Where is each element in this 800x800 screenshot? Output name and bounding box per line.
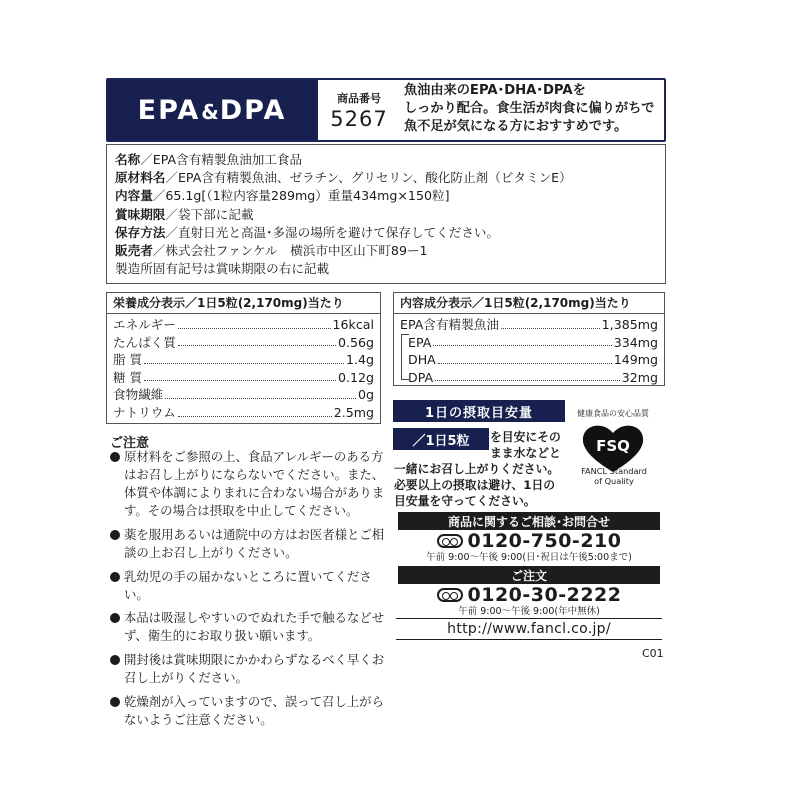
- contents-bracket: [401, 334, 409, 380]
- caution-item: 乾燥剤が入っていますので、誤って召し上がらないようご注意ください。: [110, 693, 386, 729]
- freedial-icon: [437, 588, 463, 602]
- product-tagline: [404, 82, 666, 136]
- info-line-storage: 保存方法／直射日光と高温･多湿の場所を避けて保存してください。: [115, 224, 500, 240]
- fsq-caption: 健康食品の安心品質: [577, 409, 649, 418]
- caution-list: [110, 448, 386, 734]
- contents-row: DPA 32mg: [408, 369, 658, 385]
- info-line-name: 名称／EPA含有精製魚油加工食品: [115, 152, 303, 167]
- contents-table: [393, 292, 665, 386]
- contents-row: DHA 149mg: [408, 352, 658, 368]
- brand-logo: [108, 80, 316, 140]
- info-line-seller: 販売者／株式会社ファンケル 横浜市中区山下町89ー1: [115, 243, 428, 259]
- info-line-content: 内容量／65.1g[（1粒内容量289mg）重量434mg×150粒]: [115, 188, 450, 204]
- brand-tail: DPA: [219, 94, 287, 126]
- tagline-line: 魚不足が気になる方におすすめです。: [404, 119, 628, 134]
- bullet-icon: [110, 697, 120, 707]
- product-header: [106, 78, 666, 142]
- nutrition-row: たんぱく質 0.56g: [113, 334, 374, 350]
- info-line-ingredients: 原材料名／EPA含有精製魚油、ゼラチン、グリセリン、酸化防止剤（ビタミンE）: [115, 170, 572, 186]
- caution-item: 乳幼児の手の届かないところに置いてください。: [110, 568, 386, 604]
- tagline-line: 魚油由来のEPA･DHA･DPAを: [404, 83, 586, 98]
- nutrition-row: 糖 質 0.12g: [113, 369, 374, 385]
- inquiry-title: 商品に関するご相談･お問合せ: [398, 512, 660, 530]
- lot-code: C01: [642, 647, 664, 660]
- fsq-logo-text: FSQ: [596, 437, 630, 455]
- info-line-factory-note: 製造所固有記号は賞味期限の右に記載: [115, 261, 330, 277]
- bullet-icon: [110, 452, 120, 462]
- nutrition-title: 栄養成分表示／1日5粒(2,170mg)当たり: [107, 295, 380, 314]
- caution-item: 原材料をご参照の上、食品アレルギーのある方はお召し上がりにならないでください。また、体質や体調によりまれに合わない場合があります。その場合は摂取を中止してください。: [110, 448, 386, 520]
- nutrition-row: 食物繊維 0g: [113, 387, 374, 403]
- caution-item: 薬を服用あるいは通院中の方はお医者様とご相談の上お召し上がりください。: [110, 526, 386, 562]
- contents-title: 内容成分表示／1日5粒(2,170mg)当たり: [394, 295, 664, 314]
- brand-ampersand: &: [201, 100, 219, 124]
- nutrition-row: 脂 質 1.4g: [113, 352, 374, 368]
- product-code-label: 商品番号: [337, 91, 381, 105]
- caution-item: 開封後は賞味期限にかかわらずなるべく早くお召し上がりください。: [110, 651, 386, 687]
- intake-badge: ／1日5粒: [393, 428, 489, 450]
- tagline-line: しっかり配合。食生活が肉食に偏りがちで: [404, 101, 655, 116]
- bullet-icon: [110, 572, 120, 582]
- caution-title: ご注意: [110, 436, 150, 451]
- nutrition-table: [106, 292, 381, 424]
- bullet-icon: [110, 530, 120, 540]
- website-link[interactable]: http://www.fancl.co.jp/: [396, 618, 662, 640]
- contents-row: EPA 334mg: [408, 334, 658, 350]
- contact-box: [398, 512, 660, 642]
- product-code-box: [316, 80, 400, 140]
- intake-title: 1日の摂取目安量: [393, 400, 565, 422]
- order-title: ご注文: [398, 566, 660, 584]
- brand-main: EPA: [137, 94, 201, 126]
- product-code-value: 5267: [330, 106, 388, 131]
- order-phone[interactable]: 0120-30-2222: [398, 584, 660, 606]
- order-hours: 午前 9:00～午後 9:00(年中無休): [458, 606, 600, 617]
- freedial-icon: [437, 534, 463, 548]
- product-info-box: [106, 144, 666, 284]
- inquiry-hours: 午前 9:00～午後 9:00(日･祝日は午後5:00まで): [426, 552, 632, 563]
- fsq-text: FANCL Standard of Quality: [581, 466, 647, 486]
- bullet-icon: [110, 613, 120, 623]
- nutrition-row: ナトリウム 2.5mg: [113, 404, 374, 420]
- contents-row: EPA含有精製魚油 1,385mg: [400, 317, 658, 332]
- intake-text: を目安にその まま水などと 一緒にお召し上がりください。 必要以上の摂取は避け、1日の 目安量を守ってください。: [394, 430, 561, 508]
- caution-item: 本品は吸湿しやすいのでぬれた手で触るなどせず、衛生的にお取り扱い願います。: [110, 609, 386, 645]
- bullet-icon: [110, 655, 120, 665]
- inquiry-phone[interactable]: 0120-750-210: [398, 530, 660, 552]
- nutrition-row: エネルギー 16kcal: [113, 317, 374, 332]
- info-line-expiry: 賞味期限／袋下部に記載: [115, 206, 254, 222]
